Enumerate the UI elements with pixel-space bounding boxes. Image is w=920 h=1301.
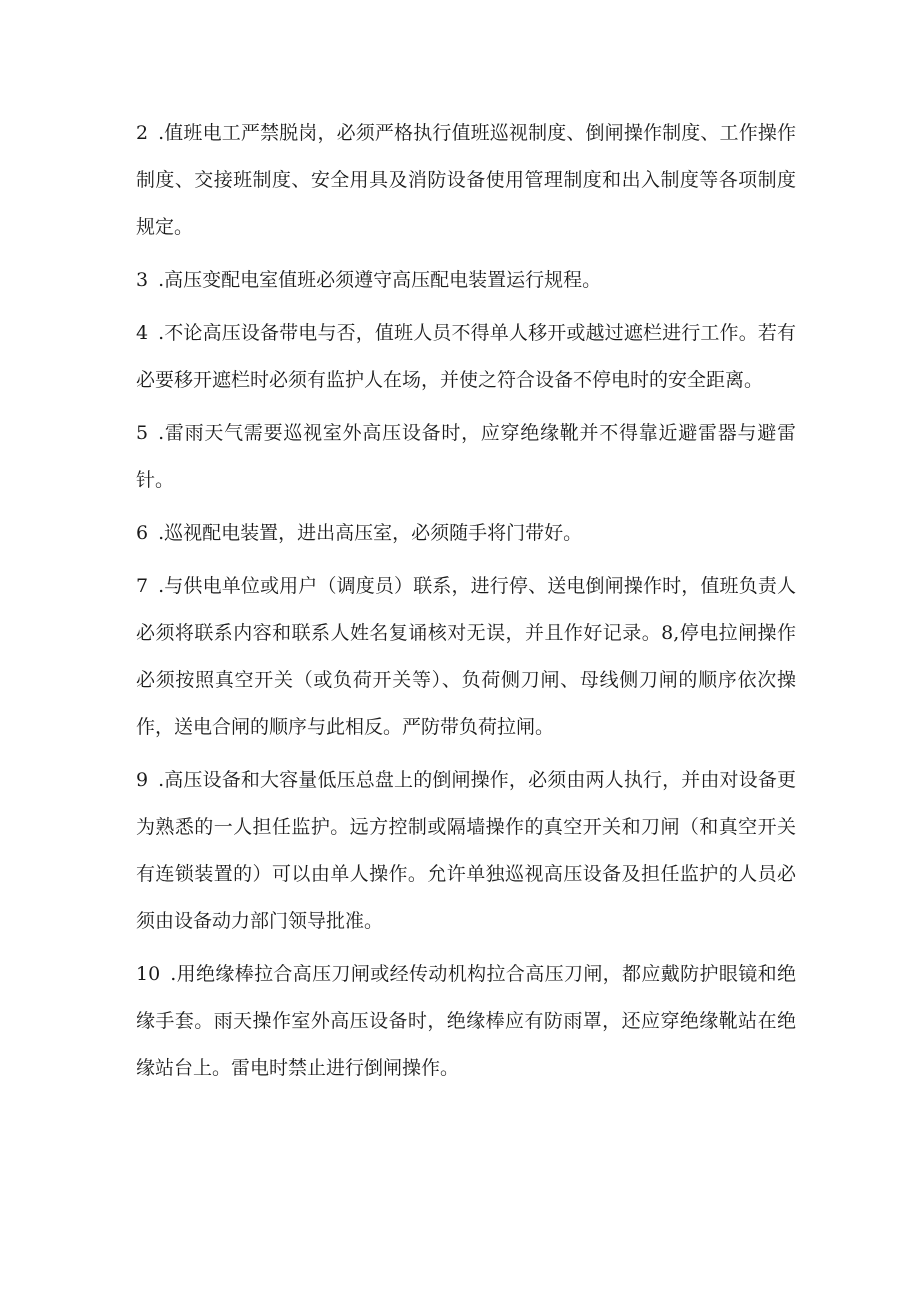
rule-item-6 [136, 510, 796, 557]
item-number: 10 [136, 963, 161, 985]
rule-item-4 [136, 310, 796, 404]
item-number: 4 [136, 322, 149, 344]
item-number: 3 [136, 269, 149, 291]
document-body [136, 110, 796, 1098]
item-text: .巡视配电装置，进出高压室，必须随手将门带好。 [158, 522, 583, 544]
rule-item-9 [136, 757, 796, 945]
item-text: .不论高压设备带电与否，值班人员不得单人移开或越过遮栏进行工作。若有必要移开遮栏时必须有监护人在场，并使之符合设备不停电时的安全距离。 [136, 322, 796, 391]
item-text: .高压变配电室值班必须遵守高压配电装置运行规程。 [158, 269, 602, 291]
item-text: .用绝缘棒拉合高压刀闸或经传动机构拉合高压刀闸，都应戴防护眼镜和绝缘手套。雨天操作室外高压设备时，绝缘棒应有防雨罩，还应穿绝缘靴站在绝缘站台上。雷电时禁止进行倒闸操作。 [136, 963, 796, 1079]
item-text: .高压设备和大容量低压总盘上的倒闸操作，必须由两人执行，并由对设备更为熟悉的一人担任监护。远方控制或隔墙操作的真空开关和刀闸（和真空开关有连锁装置的）可以由单人操作。允许单独巡视高压设备及担任监护的人员必须由设备动力部门领导批准。 [136, 769, 796, 932]
item-text: .雷雨天气需要巡视室外高压设备时，应穿绝缘靴并不得靠近避雷器与避雷针。 [136, 422, 796, 491]
rule-item-3 [136, 257, 796, 304]
rule-item-2 [136, 110, 796, 251]
item-text: .值班电工严禁脱岗，必须严格执行值班巡视制度、倒闸操作制度、工作操作制度、交接班制度、安全用具及消防设备使用管理制度和出入制度等各项制度规定。 [136, 122, 796, 238]
rule-item-10 [136, 951, 796, 1092]
item-number: 6 [136, 522, 149, 544]
item-number: 7 [136, 575, 149, 597]
item-number: 2 [136, 122, 149, 144]
item-number: 5 [136, 422, 149, 444]
rule-item-7 [136, 563, 796, 751]
item-number: 9 [136, 769, 149, 791]
rule-item-5 [136, 410, 796, 504]
item-text: .与供电单位或用户（调度员）联系，进行停、送电倒闸操作时，值班负责人必须将联系内容和联系人姓名复诵核对无误，并且作好记录。8,停电拉闸操作必须按照真空开关（或负荷开关等）、负荷侧刀闸、母线侧刀闸的顺序依次操作，送电合闸的顺序与此相反。严防带负荷拉闸。 [136, 575, 796, 738]
